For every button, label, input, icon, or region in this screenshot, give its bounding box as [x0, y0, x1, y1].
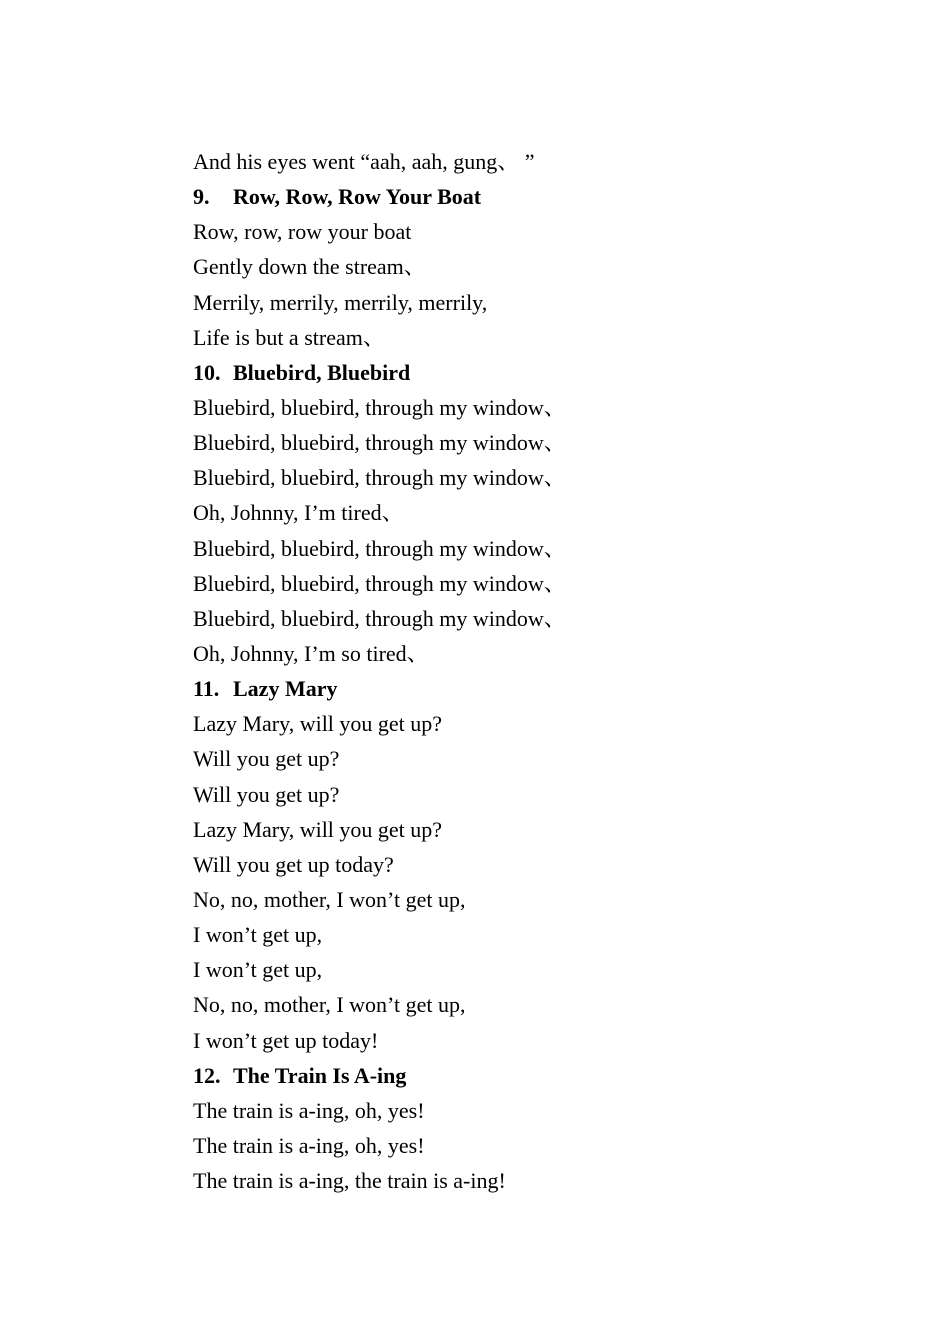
lyric-line: Will you get up today?: [193, 851, 394, 877]
lyric-line: Row, row, row your boat: [193, 219, 412, 245]
lyric-line: Life is but a stream、: [193, 324, 385, 350]
lyric-line: Gently down the stream、: [193, 254, 426, 280]
song-number: 12.: [193, 1062, 221, 1088]
lyric-line: Bluebird, bluebird, through my window、: [193, 570, 566, 596]
lyric-line: Bluebird, bluebird, through my window、: [193, 394, 566, 420]
lyric-line: Bluebird, bluebird, through my window、: [193, 465, 566, 491]
lyric-line: The train is a-ing, oh, yes!: [193, 1132, 425, 1158]
song-number: 9.: [193, 184, 210, 210]
song-title: Bluebird, Bluebird: [233, 359, 411, 385]
song-heading: [193, 179, 873, 214]
song-number: 11.: [193, 676, 220, 702]
song-title: Lazy Mary: [233, 676, 338, 702]
lyric-line: Bluebird, bluebird, through my window、: [193, 535, 566, 561]
song-heading: [193, 355, 873, 390]
lyric-line: Will you get up?: [193, 746, 340, 772]
text-line: And his eyes went “aah, aah, gung、 ”: [193, 149, 535, 174]
lyric-line: Oh, Johnny, I’m so tired、: [193, 640, 429, 666]
lyric-line: The train is a-ing, the train is a-ing!: [193, 1168, 506, 1194]
lyric-line: Lazy Mary, will you get up?: [193, 816, 443, 842]
lyric-line: Merrily, merrily, merrily, merrily,: [193, 289, 488, 315]
document-body: [193, 144, 873, 1198]
lyric-line: Oh, Johnny, I’m tired、: [193, 500, 404, 526]
song-number: 10.: [193, 359, 221, 385]
lyric-line: Lazy Mary, will you get up?: [193, 711, 443, 737]
lyric-line: Bluebird, bluebird, through my window、: [193, 430, 566, 456]
lyric-line: I won’t get up,: [193, 957, 323, 983]
lyric-line: No, no, mother, I won’t get up,: [193, 992, 466, 1018]
song-heading: [193, 671, 873, 706]
song-title: The Train Is A-ing: [233, 1062, 407, 1088]
lyric-line: The train is a-ing, oh, yes!: [193, 1097, 425, 1123]
lyric-line: Bluebird, bluebird, through my window、: [193, 605, 566, 631]
song-heading: [193, 1058, 873, 1093]
lyric-line: Will you get up?: [193, 781, 340, 807]
lyric-line: I won’t get up today!: [193, 1027, 379, 1053]
lyric-line: I won’t get up,: [193, 922, 323, 948]
lyric-line: No, no, mother, I won’t get up,: [193, 886, 466, 912]
song-title: Row, Row, Row Your Boat: [233, 184, 482, 210]
